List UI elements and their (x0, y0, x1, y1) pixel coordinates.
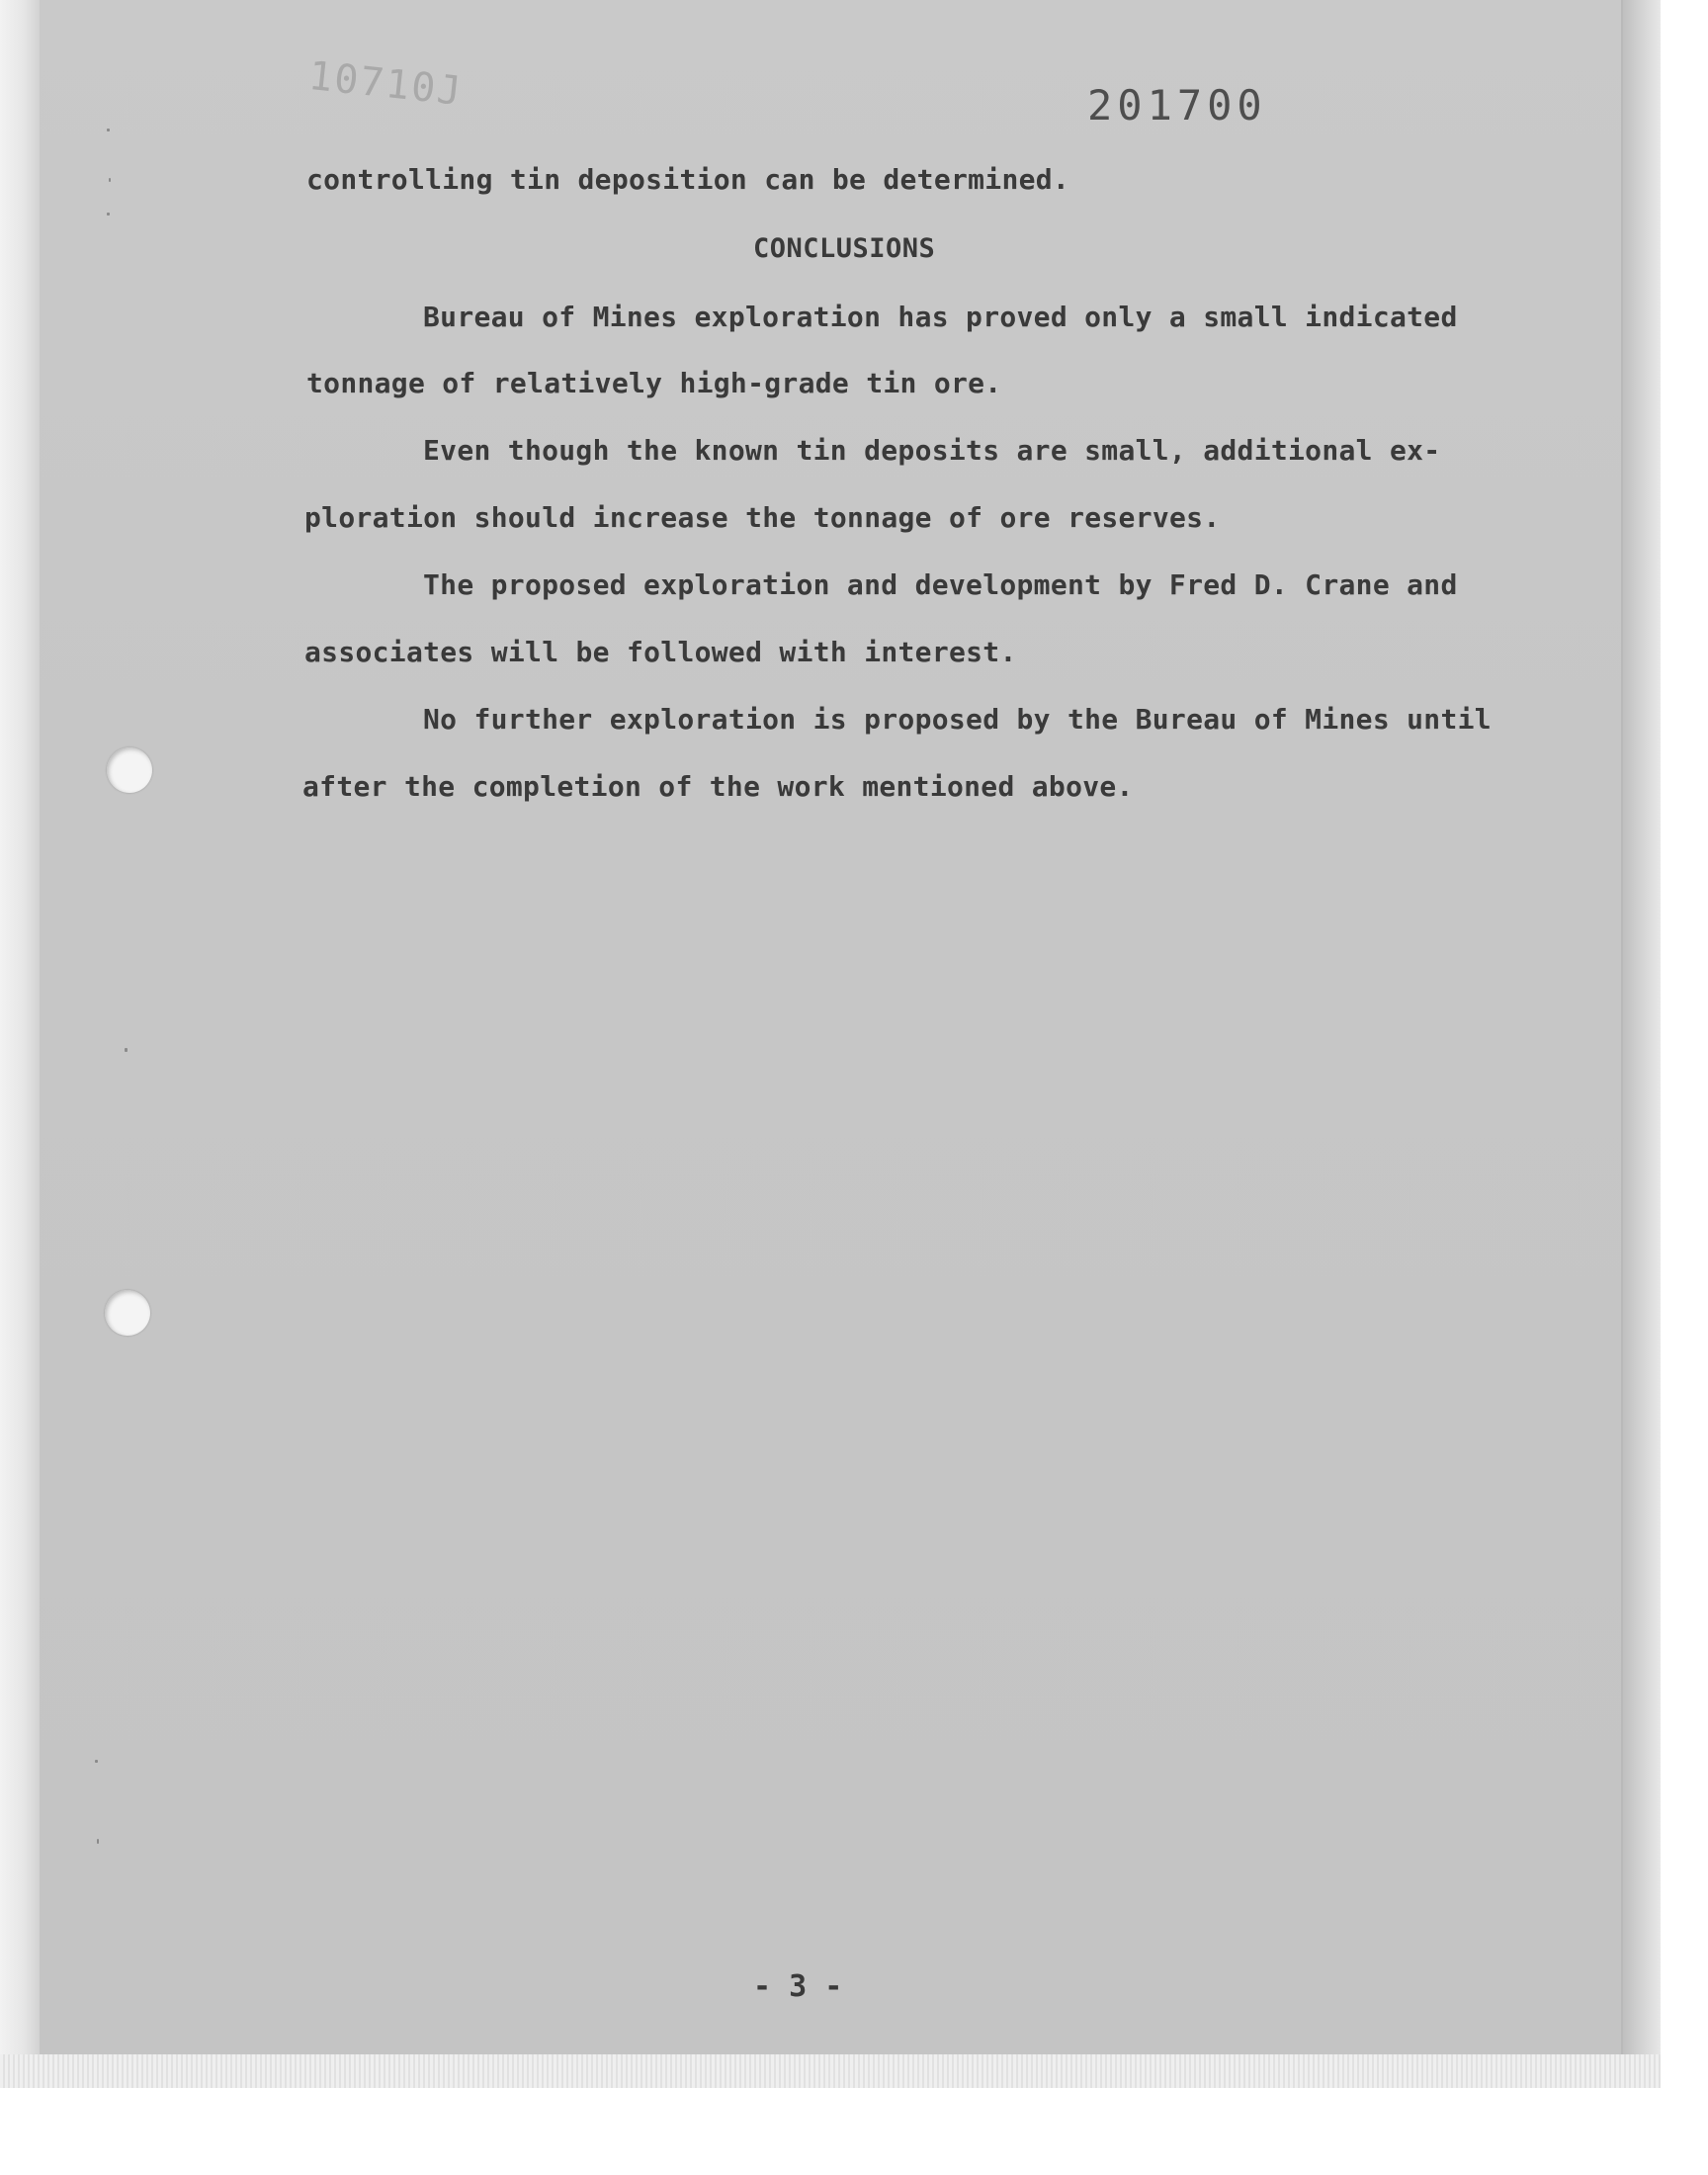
scan-left-margin (0, 0, 40, 2086)
section-heading: CONCLUSIONS (753, 233, 936, 264)
page-number: - 3 - (753, 1969, 843, 2004)
body-line: associates will be followed with interest. (304, 636, 1017, 668)
scan-speck (107, 129, 110, 131)
faint-stamp-number: 10710J (306, 52, 466, 116)
body-line: The proposed exploration and development by Fred D. Crane and (423, 568, 1458, 601)
scan-speck (97, 1839, 99, 1844)
document-stamp-number: 201700 (1087, 81, 1267, 130)
scan-bottom-margin (0, 2054, 1661, 2088)
punch-hole-icon (105, 1290, 150, 1336)
punch-hole-icon (107, 747, 152, 793)
scan-speck (109, 178, 111, 182)
body-line: ploration should increase the tonnage of ore reserves. (304, 501, 1221, 534)
body-line: Bureau of Mines exploration has proved only a small indicated (423, 301, 1458, 333)
scan-speck (125, 1048, 128, 1052)
scan-speck (95, 1760, 98, 1763)
scan-right-margin (1621, 0, 1661, 2088)
body-line: Even though the known tin deposits are small, additional ex- (423, 434, 1441, 467)
body-line: controlling tin deposition can be determined. (306, 163, 1070, 196)
scan-speck (107, 213, 110, 216)
body-line: after the completion of the work mentioned above. (302, 770, 1134, 803)
body-line: No further exploration is proposed by the Bureau of Mines until (423, 703, 1492, 736)
body-line: tonnage of relatively high-grade tin ore. (306, 367, 1002, 399)
